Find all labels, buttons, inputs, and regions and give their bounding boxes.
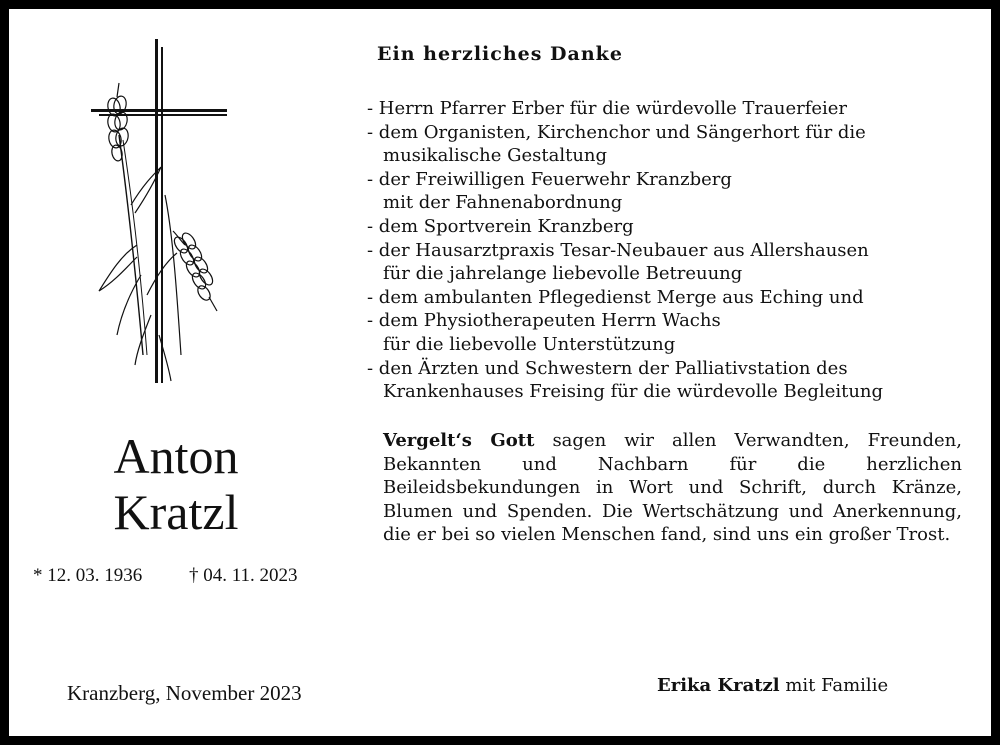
closing-lead: Vergelt‘s Gott bbox=[383, 430, 535, 451]
death-date: † 04. 11. 2023 bbox=[189, 565, 298, 586]
thanks-line: - der Freiwilligen Feuerwehr Kranzberg bbox=[367, 168, 732, 190]
birth-date: * 12. 03. 1936 bbox=[33, 565, 143, 586]
closing-text: sagen wir allen Verwandten, Freunden, Bekannten und Nachbarn für die herzlichen Beileidsbekundungen in Wort und Schrift, durch Kränze, Blumen und Spenden. Die Wertschätzung und Anerkennung, die er bei so vielen Menschen fand, sind uns ein großer Trost. bbox=[383, 430, 962, 546]
thanks-line: - den Ärzten und Schwestern der Palliativstation des bbox=[367, 357, 848, 379]
thanks-line: - dem Sportverein Kranzberg bbox=[367, 215, 634, 237]
thanks-line: - dem Organisten, Kirchenchor und Sängerhort für die bbox=[367, 121, 866, 143]
thanks-heading: Ein herzliches Danke bbox=[377, 43, 623, 65]
thanks-line: für die liebevolle Unterstützung bbox=[383, 333, 676, 355]
thanks-line: - dem ambulanten Pflegedienst Merge aus Eching und bbox=[367, 286, 864, 308]
deceased-last-name: Kratzl bbox=[113, 484, 239, 540]
thanks-line: - dem Physiotherapeuten Herrn Wachs bbox=[367, 310, 721, 332]
signature bbox=[657, 675, 888, 696]
place-date: Kranzberg, November 2023 bbox=[67, 681, 302, 705]
cross-with-wheat-icon bbox=[81, 35, 241, 387]
signer-suffix: mit Familie bbox=[779, 675, 889, 696]
closing-paragraph bbox=[383, 429, 962, 547]
thanks-line: - Herrn Pfarrer Erber für die würdevolle Trauerfeier bbox=[367, 98, 848, 119]
thanks-line: mit der Fahnenabordnung bbox=[383, 192, 623, 214]
thanks-line: Krankenhauses Freising für die würdevolle Begleitung bbox=[383, 381, 884, 403]
thanks-line: musikalische Gestaltung bbox=[383, 145, 608, 167]
deceased-first-name: Anton bbox=[113, 428, 239, 484]
thanks-line: - der Hausarztpraxis Tesar-Neubauer aus Allershausen bbox=[367, 239, 869, 261]
thanks-line: für die jahrelange liebevolle Betreuung bbox=[383, 263, 743, 285]
signer-name: Erika Kratzl bbox=[657, 675, 780, 696]
thanks-list bbox=[367, 97, 883, 404]
